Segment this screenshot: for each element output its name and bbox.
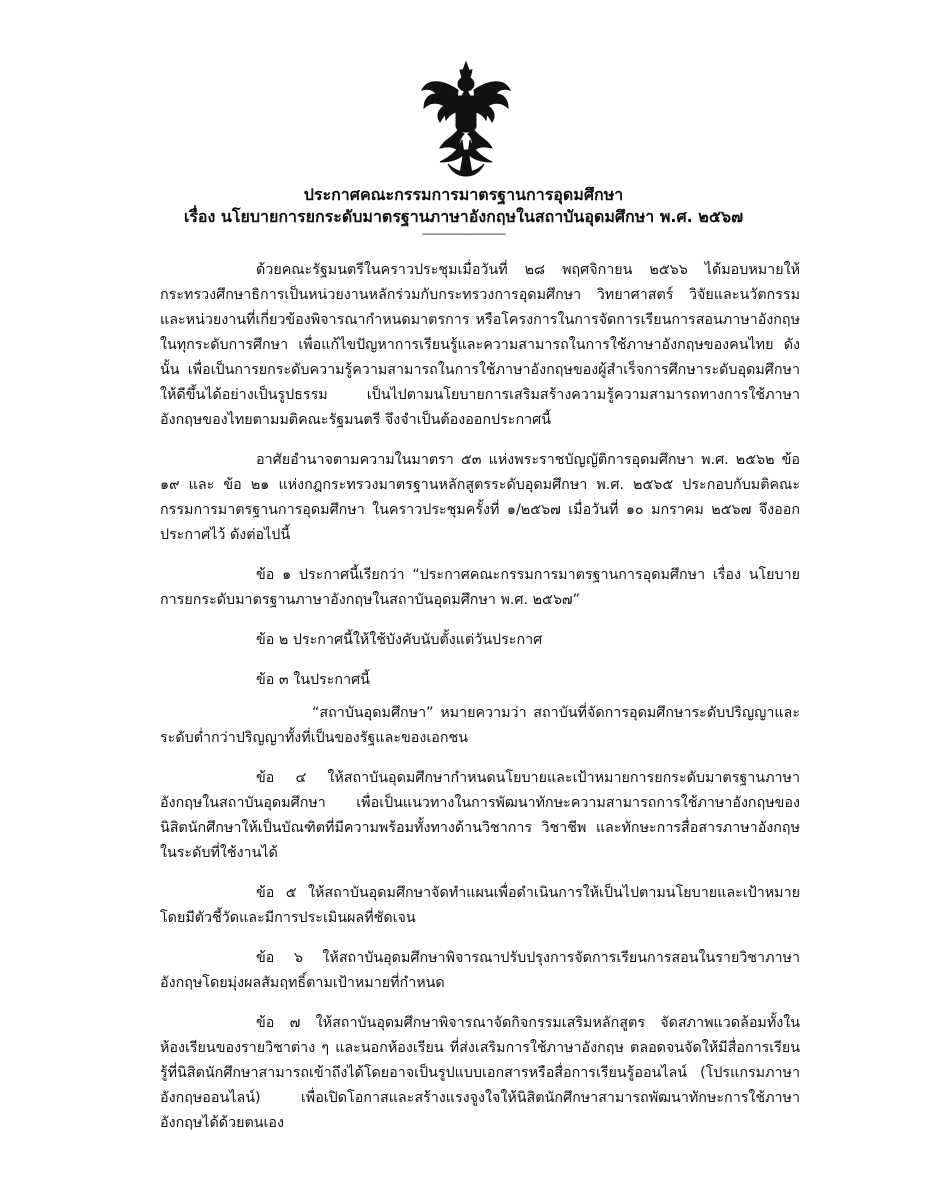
announcement-subject: เรื่อง นโยบายการยกระดับมาตรฐานภาษาอังกฤษในสถาบันอุดมศึกษา พ.ศ. ๒๕๖๗	[183, 207, 744, 226]
clause-6: ข้อ ๖ ให้สถาบันอุดมศึกษาพิจารณาปรับปรุงการจัดการเรียนการสอนในรายวิชาภาษาอังกฤษโดยมุ่งผลสัมฤทธิ์ตามเป้าหมายที่กำหนด	[160, 950, 800, 991]
document-body	[160, 258, 800, 1151]
announcement-title: ประกาศคณะกรรมการมาตรฐานการอุดมศึกษา	[303, 185, 624, 204]
clause-3-definition: “สถาบันอุดมศึกษา” หมายความว่า สถาบันที่จัดการอุดมศึกษาระดับปริญญาและระดับต่ำกว่าปริญญาทั้งที่เป็นของรัฐและของเอกชน	[160, 705, 800, 746]
preamble-paragraph: ด้วยคณะรัฐมนตรีในคราวประชุมเมื่อวันที่ ๒๘ พฤศจิกายน ๒๕๖๖ ได้มอบหมายให้กระทรวงศึกษาธิการเป็นหน่วยงานหลักร่วมกับกระทรวงการอุดมศึกษา วิทยาศาสตร์ วิจัยและนวัตกรรม และหน่วยงานที่เกี่ยวข้องพิจารณากำหนดมาตรการ หรือโครงการในการจัดการเรียนการสอนภาษาอังกฤษในทุกระดับการศึกษา เพื่อแก้ไขปัญหาการเรียนรู้และความสามารถในการใช้ภาษาอังกฤษของคนไทย ดังนั้น เพื่อเป็นการยกระดับความรู้ความสามารถในการใช้ภาษาอังกฤษของผู้สำเร็จการศึกษาระดับอุดมศึกษาให้ดีขึ้นได้อย่างเป็นรูปธรรม เป็นไปตามนโยบายการเสริมสร้างความรู้ความสามารถทางการใช้ภาษาอังกฤษของไทยตามมติคณะรัฐมนตรี จึงจำเป็นต้องออกประกาศนี้	[160, 262, 800, 428]
clause-7: ข้อ ๗ ให้สถาบันอุดมศึกษาพิจารณาจัดกิจกรรมเสริมหลักสูตร จัดสภาพแวดล้อมทั้งในห้องเรียนของรายวิชาต่าง ๆ และนอกห้องเรียน ที่ส่งเสริมการใช้ภาษาอังกฤษ ตลอดจนจัดให้มีสื่อการเรียนรู้ที่นิสิตนักศึกษาสามารถเข้าถึงได้โดยอาจเป็นรูปแบบเอกสารหรือสื่อการเรียนรู้ออนไลน์ (โปรแกรมภาษาอังกฤษออนไลน์) เพื่อเปิดโอกาสและสร้างแรงจูงใจให้นิสิตนักศึกษาสามารถพัฒนาทักษะการใช้ภาษาอังกฤษได้ด้วยตนเอง	[160, 1015, 800, 1131]
title-separator: --------------------------------	[421, 229, 506, 240]
authority-paragraph: อาศัยอำนาจตามความในมาตรา ๕๓ แห่งพระราชบัญญัติการอุดมศึกษา พ.ศ. ๒๕๖๒ ข้อ ๑๙ และ ข้อ ๒๑ แห่งกฎกระทรวงมาตรฐานหลักสูตรระดับอุดมศึกษา พ.ศ. ๒๕๖๕ ประกอบกับมติคณะกรรมการมาตรฐานการอุดมศึกษา ในคราวประชุมครั้งที่ ๑/๒๕๖๗ เมื่อวันที่ ๑๐ มกราคม ๒๕๖๗ จึงออกประกาศไว้ ดังต่อไปนี้	[160, 452, 800, 543]
clause-3: ข้อ ๓ ในประกาศนี้	[256, 672, 370, 688]
clause-2: ข้อ ๒ ประกาศนี้ให้ใช้บังคับนับตั้งแต่วันประกาศ	[256, 632, 543, 648]
clause-1: ข้อ ๑ ประกาศนี้เรียกว่า “ประกาศคณะกรรมการมาตรฐานการอุดมศึกษา เรื่อง นโยบายการยกระดับมาตรฐานภาษาอังกฤษในสถาบันอุดมศึกษา พ.ศ. ๒๕๖๗”	[160, 567, 800, 608]
garuda-emblem-icon	[418, 60, 514, 178]
clause-4: ข้อ ๔ ให้สถาบันอุดมศึกษากำหนดนโยบายและเป้าหมายการยกระดับมาตรฐานภาษาอังกฤษในสถาบันอุดมศึกษา เพื่อเป็นแนวทางในการพัฒนาทักษะความสามารถการใช้ภาษาอังกฤษของนิสิตนักศึกษาให้เป็นบัณฑิตที่มีความพร้อมทั้งทางด้านวิชาการ วิชาชีพ และทักษะการสื่อสารภาษาอังกฤษในระดับที่ใช้งานได้	[160, 770, 800, 861]
clause-5: ข้อ ๕ ให้สถาบันอุดมศึกษาจัดทำแผนเพื่อดำเนินการให้เป็นไปตามนโยบายและเป้าหมายโดยมีตัวชี้วัดและมีการประเมินผลที่ชัดเจน	[160, 885, 800, 926]
